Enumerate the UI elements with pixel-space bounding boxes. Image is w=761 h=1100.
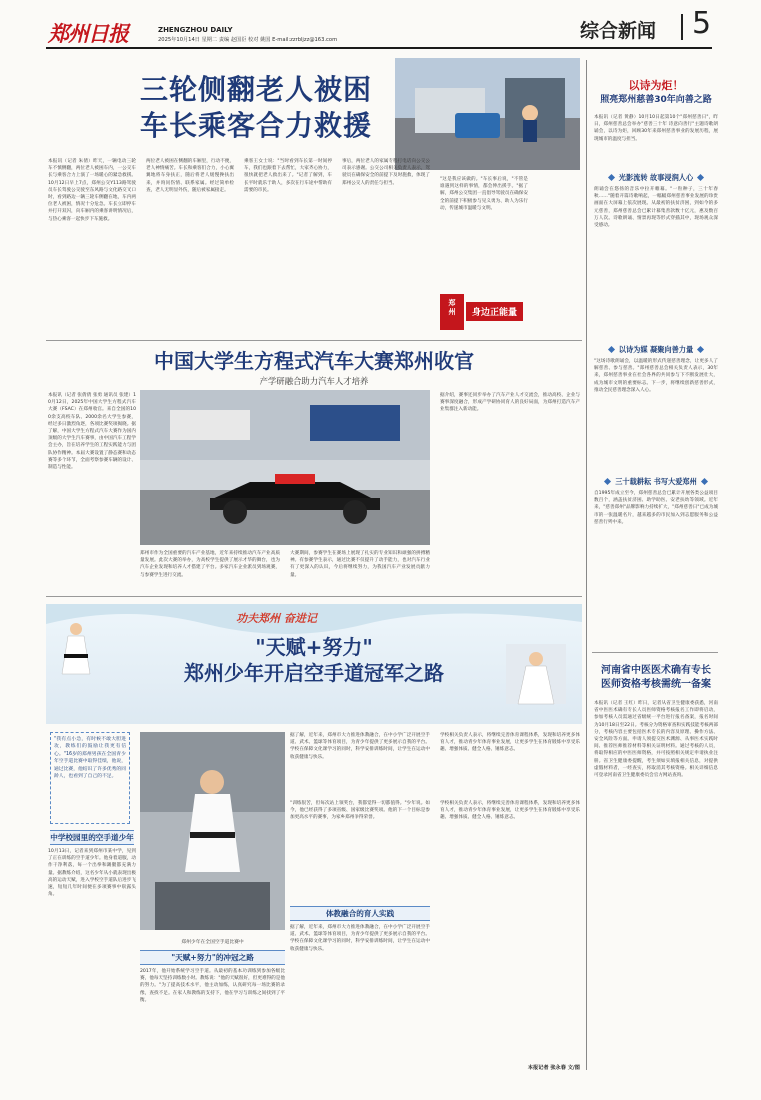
article3-title-line1: "天赋+努力"	[255, 635, 373, 659]
article2-bottom-rule	[46, 596, 582, 597]
article3-subhead-3: 体教融合的育人实践	[290, 906, 430, 921]
article3-subhead-1: 中学校园里的空手道少年	[50, 830, 134, 845]
article1-title-line1: 三轮侧翻老人被困	[140, 73, 373, 106]
article3-intro-box	[50, 732, 130, 824]
article1-photo	[395, 58, 580, 170]
article2-title: 中国大学生方程式汽车大赛郑州收官	[154, 349, 474, 373]
masthead-meta: 2025年10月14日 星期二 责编 赵国臣 校对 姚国 E-mail:zzrbljzz@163.com	[158, 37, 338, 43]
zhengzhou-seal-badge: 郑 州	[440, 294, 464, 330]
article3-caption: 郑州少年在全国空手道比赛中	[181, 940, 244, 945]
sidebar-bottom-title-line2: 医师资格考核需统一备案	[601, 679, 711, 690]
sidebar-subhead-2: 以诗为媒 凝聚向善力量	[594, 344, 718, 356]
sidebar-top-body2: "这场诗歌朗诵会，以温暖的形式传递慈善理念，让更多人了解慈善、参与慈善。"郑州慈善总会相关负责人表示，30年来，郑州慈善事业在社会各界的共同参与下不断发展壮大，成为城市文明的重要标志。下一步，将继续创新慈善形式，推动全民慈善理念深入人心。	[594, 359, 718, 393]
article1-col1: 本报讯（记者 朱倩）昨天，一辆电动三轮车不慎侧翻，两位老人被困车内，一公交车长与乘客合力上演了一场暖心的紧急救援。10月12日早上7点，郑州公交Y113路驾驶员车长驾驶公交驶至东风路与文化路交叉口时，看到路边一辆三轮车侧翻在地，车内两位老人被困，情况十分危急。车长立即停车并打开双闪，向车厢内的乘客讲明情况后，与热心乘客一起快步下车施救。	[48, 159, 136, 222]
sidebar-bottom-headline	[594, 664, 718, 692]
bus-accident-scene-image	[395, 58, 580, 170]
article2-headline	[46, 348, 582, 388]
sidebar-subhead-1: 光影流转 故事浸润人心	[594, 172, 718, 184]
karate-athlete-image	[140, 732, 285, 930]
article3-body-right-col: 学校相关负责人表示，将继续完善体育课程体系，发现和培养更多体育人才，推动青少年体育事业发展，让更多学生在体育锻炼中享受乐趣、增强体质、健全人格、锤炼意志。	[440, 733, 580, 753]
article3-headline	[46, 634, 582, 686]
article2-col1: 本报讯（记者 张倩倩 张勇 通讯员 张建）10月12日，2025年中国大学生方程式汽车大赛（FSAC）在郑州收官。来自全国的100余支高校车队、2000余名大学生参赛，经过多日激烈角逐，各项比赛奖项揭晓。据了解，中国大学生方程式汽车大赛作为国内顶级的大学生汽车赛事，由中国汽车工程学会主办，旨在培养学生的工程实践能力与团队协作精神。本届大赛设置了静态赛和动态赛等多个环节，全面考察参赛车辆的设计、制造与性能。	[48, 393, 136, 471]
sidebar-top-title-line2: 照亮郑州慈善30年向善之路	[600, 95, 712, 105]
article3-col1: 10月13日，记者来到郑州市某中学，见到了正在训练的空手道少年。他身着道服，动作干净利落，每一个出拳和踢腿都充满力量。据教练介绍，这名少年从小就表现出极高的运动天赋，进入学校空手道队后进步飞速，短短几年时间便在多项赛事中崭露头角。	[48, 849, 136, 898]
masthead-rule	[46, 47, 712, 49]
article2-photo	[140, 390, 430, 545]
positive-energy-label: 身边正能量	[466, 302, 523, 321]
article3-col4-extended: 据了解，近年来，郑州市大力推进体教融合，在中小学广泛开展空手道、武术、篮球等体育项目，为青少年提供了更多展示自我的平台。学校在保障文化课学习的同时，科学安排训练时间，让学生在运动中收获健康与快乐。	[290, 925, 430, 952]
sidebar-divider	[592, 652, 718, 653]
article1-col3: 乘客王女士说："当时看到车长第一时间停车，我们也跟着下去帮忙，大家齐心协力，很快就把老人救出来了。"记者了解到，车长平时就乐于助人，多次在行车途中帮助有需要的市民。	[244, 159, 332, 193]
sidebar-top-lead: 本报讯（记者 黄静）10月10日起第10个"郑州慈善日"，昨日，郑州慈善总会举办"慈善三十年 诗意向善行"主题诗歌朗诵会，以诗为炬，回顾30年来郑州慈善事业的发展历程，展现城市的温度与担当。	[594, 115, 718, 142]
article3-hero	[46, 604, 582, 724]
masthead	[0, 0, 761, 64]
article1-headline	[140, 72, 400, 144]
column-divider	[586, 60, 587, 1070]
article3-col3: "训练很苦，但每次站上领奖台，我都觉得一切都值得。"少年说。如今，他已经获得了多项省级、国家级比赛奖项。他的下一个目标是参加更高水平的赛事，为家乡郑州争得荣誉。	[290, 801, 430, 821]
racing-car-image	[140, 390, 430, 545]
article1-col5: "这是我应该做的。"车长事后说，"不管是谁遇到这样的事情，都会伸出援手。"据了解，郑州公交集团一直倡导驾驶员在确保安全的前提下积极参与见义勇为、助人为乐行动，传递城市温暖与文明。	[440, 177, 528, 211]
newspaper-logo: 郑州日报	[48, 21, 128, 46]
article3-body-right-top: 据了解，近年来，郑州市大力推进体教融合，在中小学广泛开展空手道、武术、篮球等体育项目，为青少年提供了更多展示自我的平台。学校在保障文化课学习的同时，科学安排训练时间，让学生在运动中收获健康与快乐。	[290, 733, 430, 760]
article3-title-line2: 郑州少年开启空手道冠军之路	[184, 661, 444, 685]
paper-english-name: ZHENGZHOU DAILY	[158, 26, 233, 34]
section-title: 综合新闻	[580, 20, 657, 42]
article1-title-line2: 车长乘客合力救援	[140, 109, 373, 142]
article1-bottom-rule	[46, 340, 582, 341]
article3-banner-tag: 功夫郑州 奋进记	[236, 612, 317, 625]
sidebar-top-headline	[594, 78, 718, 107]
article2-col2: 郑州市作为全国重要的汽车产业基地，近年来持续推动汽车产业高质量发展。此次大赛的举办，为高校学生提供了展示才华的舞台，也为汽车企业发现和培养人才搭建了平台。多家汽车企业派员到场观赛，与参赛学生进行交流。	[140, 551, 280, 578]
sidebar-bottom-body: 本报讯（记者 王红）昨日，记者从省卫生健康委获悉，河南省中医医术确有专长人员医师资格考核报名工作即将启动，参加考核人员需通过省级统一平台进行报名备案，报名时间为10月18日至22日。考核分为资格审查和实践技能考核两部分，考核内容主要包括医术专长的内容及原理、操作方法、安全风险等方面。申请人须提交医术渊源、从事医术实践时间、推荐医师推荐材料等相关证明材料。通过考核的人员，将取得相应的中医医师资格，并可按照相关规定申请执业注册。省卫生健康委提醒，考生须如实填报相关信息，对提供虚假材料者，一经查实，将取消其考核资格。相关详细信息可登录河南省卫生健康委员会官方网站查询。	[594, 701, 718, 779]
sidebar-top-body1: 朗诵会在悠扬的音乐中拉开帷幕。"一粒种子，三十年春秋……"随着开篇诗歌响起，一幅幅郑州慈善事业发展的珍贵画面在大屏幕上依次展现。从最初的扶贫济困，到如今的多元慈善，郑州慈善总会已累计募集善款数十亿元，惠及数百万人次。诗歌朗诵、情景再现等形式穿插其中，现场观众深受感动。	[594, 187, 718, 229]
article1-col2: 两位老人被困在侧翻的车厢里，行动不便，老人神情痛苦。车长和乘客们合力，小心翼翼地将车身扶正，随后将老人缓慢搀扶出来，并询问伤情、联系家属。经过简单检查，老人无明显外伤，随后被家属接走。	[146, 159, 234, 193]
article3-subhead-2: "天赋+努力"的冲冠之路	[140, 950, 285, 965]
sidebar-top-body3: 自1995年成立至今，郑州慈善总会已累计开展各类公益项目数百个，涵盖扶贫济困、助学助医、安老扶幼等领域。近年来，"慈善郑州"品牌影响力持续扩大，"郑州慈善日"已成为城市的一张温暖名片，越来越多的市民加入到志愿服务和公益慈善行列中来。	[594, 491, 718, 525]
article3-photo	[140, 732, 285, 930]
positive-energy-tag	[440, 290, 580, 336]
article3-col2: 2017年，他开始系统学习空手道。从最初的基本功训练到参加各级比赛，他每天坚持训练数小时。教练说："他的天赋很好，但更难得的是他的努力。"为了提高技术水平，他主动加练，认真研究每一场比赛的录像，查找不足。在家人和教练的支持下，他在学习与训练之间找到了平衡。	[140, 969, 285, 1003]
sidebar-subhead-3: 三十载耕耘 书写大爱郑州	[594, 476, 718, 488]
sidebar-top-title-line1: 以诗为炬！	[628, 79, 684, 92]
page-number: 5	[692, 6, 712, 41]
article2-col4: 据介绍，赛事还同步举办了汽车产业人才交流会，推动高校、企业与赛事深度融合，形成产学研协同育人的良好局面，为郑州打造汽车产业集群注入新动能。	[440, 393, 580, 413]
article2-col3: 大赛期间，参赛学生在赛场上展现了扎实的专业知识和顽强的拼搏精神。有参赛学生表示，通过比赛不仅提升了动手能力，也对汽车行业有了更深入的认识，今后将继续努力，为我国汽车产业发展贡献力量。	[290, 551, 430, 578]
section-divider	[681, 14, 683, 40]
article3-byline: 本报记者 张永春 文/图	[527, 1065, 580, 1071]
article3-intro: "我有点小急，有时候不敢大胆进攻，教练们的鼓励让我更有信心。"16岁的郑州男孩在全国青少年空手道比赛中取得佳绩，他说，通过比赛，他结识了许多优秀的同龄人，也看到了自己的不足。	[54, 737, 126, 780]
article2-subtitle: 产学研融合助力汽车人才培养	[259, 376, 369, 386]
sidebar-bottom-title-line1: 河南省中医医术确有专长	[601, 665, 711, 676]
article3-col5-extended: 学校相关负责人表示，将继续完善体育课程体系，发现和培养更多体育人才，推动青少年体育事业发展，让更多学生在体育锻炼中享受乐趣、增强体质、健全人格、锤炼意志。	[440, 801, 580, 821]
article1-col4: 事后，两位老人的家属专程打电话向公交公司表示感谢。公交公司相关负责人表示，驾驶员在确保安全的前提下及时施救，体现了郑州公交人的责任与担当。	[342, 159, 430, 186]
